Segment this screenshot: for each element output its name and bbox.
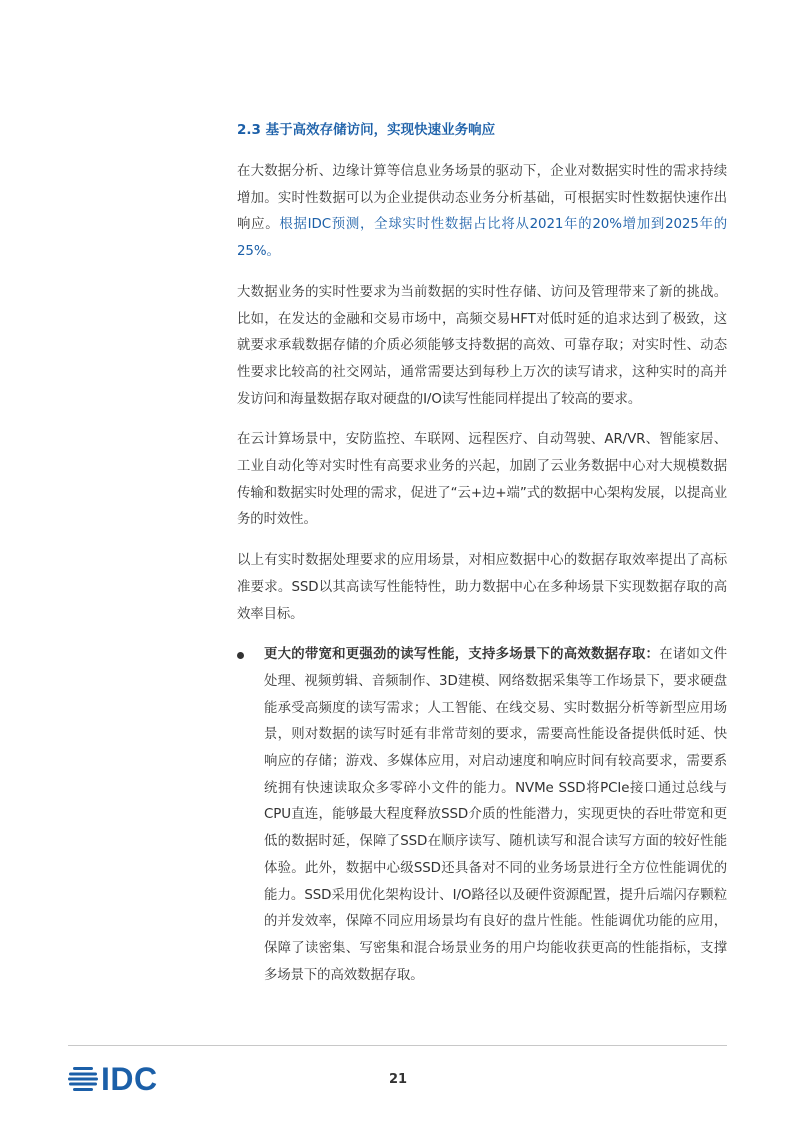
paragraph-4: 以上有实时数据处理要求的应用场景，对相应数据中心的数据存取效率提出了高标准要求。SSD以其高读写性能特性，助力数据中心在多种场景下实现数据存取的高效率目标。	[237, 553, 727, 622]
idc-logo	[68, 1062, 158, 1096]
section-heading: 2.3 基于高效存储访问，实现快速业务响应	[237, 122, 496, 138]
paragraph-2: 大数据业务的实时性要求为当前数据的实时性存储、访问及管理带来了新的挑战。比如，在发达的金融和交易市场中，高频交易HFT对低时延的追求达到了极致，这就要求承载数据存储的介质必须能够支持数据的高效、可靠存取；对实时性、动态性要求比较高的社交网站，通常需要达到每秒上万次的读写请求，这种实时的高并发访问和海量数据存取对硬盘的I/O读写性能同样提出了较高的要求。	[237, 284, 727, 407]
bullet-body: 在诸如文件处理、视频剪辑、音频制作、3D建模、网络数据采集等工作场景下，要求硬盘能承受高频度的读写需求；人工智能、在线交易、实时数据分析等新型应用场景，则对数据的读写时延有非常苛刻的要求，需要高性能设备提供低时延、快响应的存储；游戏、多媒体应用，对启动速度和响应时间有较高要求，需要系统拥有快速读取众多零碎小文件的能力。NVMe SSD将PCIe接口通过总线与CPU直连，能够最大程度释放SSD介质的性能潜力，实现更快的吞吐带宽和更低的数据时延，保障了SSD在顺序读写、随机读写和混合读写方面的较好性能体验。此外，数据中心级SSD还具备对不同的业务场景进行全方位性能调优的能力。SSD采用优化架构设计、I/O路径以及硬件资源配置，提升后端闪存颗粒的并发效率，保障不同应用场景均有良好的盘片性能。性能调优功能的应用，保障了读密集、写密集和混合场景业务的用户均能收获更高的性能指标，支撑多场景下的高效数据存取。	[264, 647, 728, 983]
idc-forecast-highlight: 根据IDC预测，全球实时性数据占比将从2021年的20%增加到2025年的25%。	[237, 217, 728, 260]
bullet-item	[237, 642, 727, 989]
logo-text: IDC	[101, 1061, 158, 1097]
bullet-dot-icon	[237, 652, 244, 659]
paragraph-1-text: 在大数据分析、边缘计算等信息业务场景的驱动下，企业对数据实时性的需求持续增加。实时性数据可以为企业提供动态业务分析基础，可根据实时性数据快速作出响应。	[237, 164, 727, 233]
footer-divider	[68, 1045, 727, 1046]
page-number: 21	[388, 1072, 408, 1087]
main-content	[237, 120, 727, 989]
paragraph-1	[237, 159, 727, 266]
idc-globe-icon	[68, 1064, 98, 1094]
paragraph-3: 在云计算场景中，安防监控、车联网、远程医疗、自动驾驶、AR/VR、智能家居、工业自动化等对实时性有高要求业务的兴起，加剧了云业务数据中心对大规模数据传输和数据实时处理的需求，促进了“云+边+端”式的数据中心架构发展，以提高业务的时效性。	[237, 432, 727, 528]
bullet-title: 更大的带宽和更强劲的读写性能，支持多场景下的高效数据存取：	[264, 647, 660, 663]
